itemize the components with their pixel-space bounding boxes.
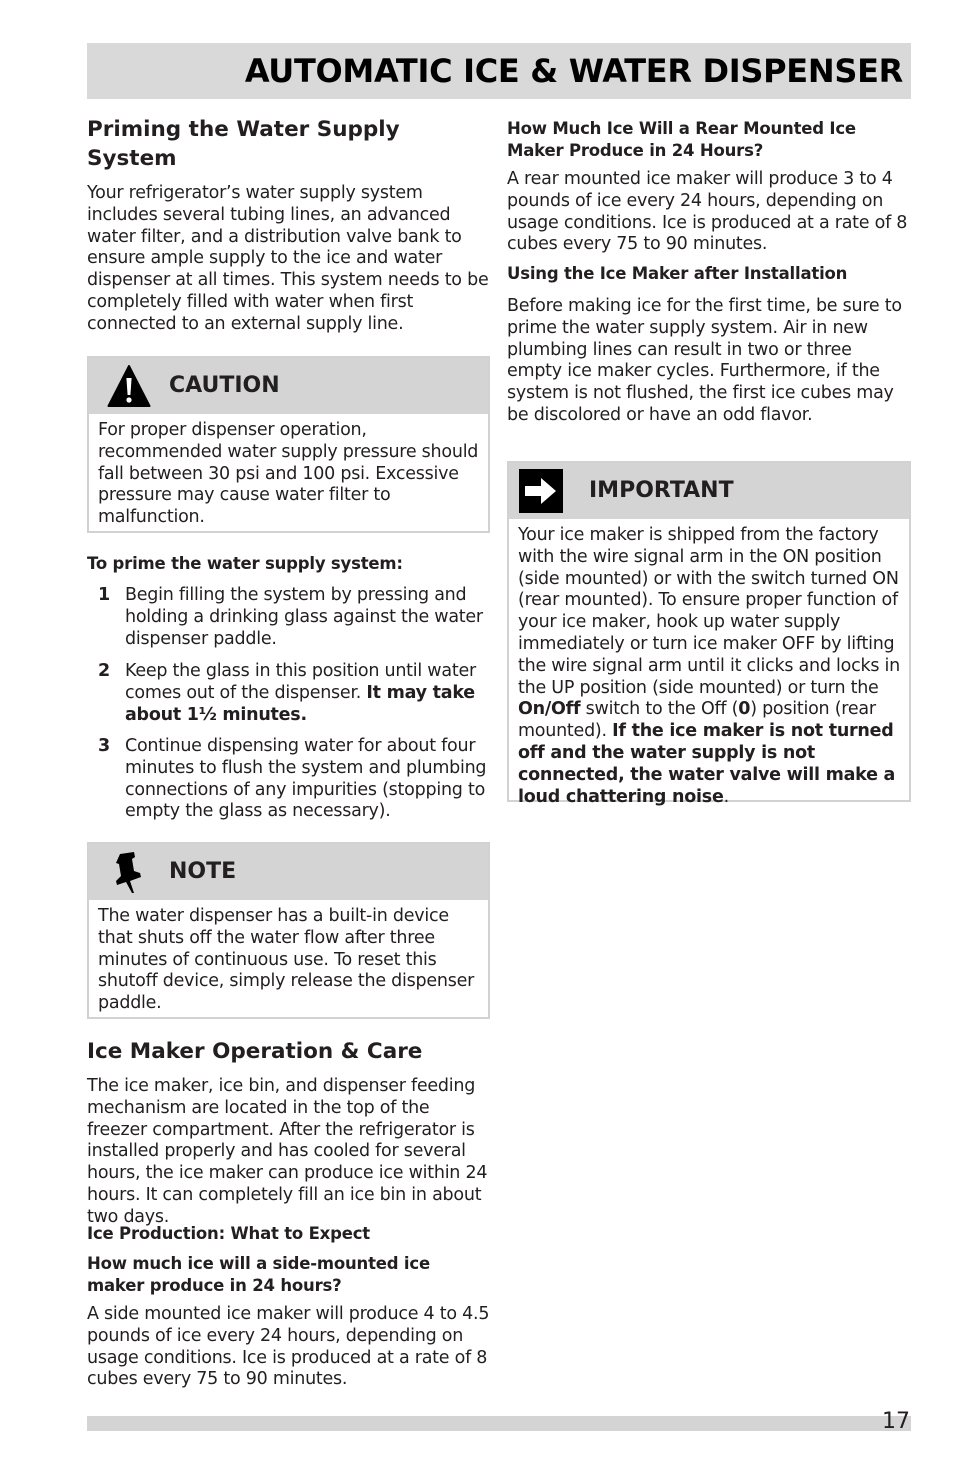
important-text-part: ) position (rear mounted). <box>518 699 876 742</box>
caution-box <box>87 356 490 533</box>
important-text-part: Your ice maker is shipped from the factory with the wire signal arm in the ON position (side mounted) or with the switch turned ON (rear mounted). To ensure proper function of your ice maker, hook up water supply immediately or turn ice maker OFF by lifting the wire signal arm until it clicks and locks in the UP position (side mounted) or turn the <box>518 525 900 698</box>
caution-text: For proper dispenser operation, recommended water supply pressure should fall between 30 psi and 100 psi. Excessive pressure may cause water filter to malfunction. <box>98 420 479 528</box>
footer-bar <box>87 1416 911 1431</box>
ice-maker-body: The ice maker, ice bin, and dispenser feeding mechanism are located in the top of the freezer compartment. After the refrigerator is installed properly and has cooled for several hours, the ice maker can produce ice within 24 hours. It can completely fill an ice bin in about two days. <box>87 1076 488 1227</box>
important-text-part: switch to the Off ( <box>580 699 739 720</box>
ice-maker-heading: Ice Maker Operation & Care <box>87 1039 423 1064</box>
page-number: 17 <box>882 1409 910 1434</box>
important-text-bold: On/Off <box>518 699 581 720</box>
page-title: AUTOMATIC ICE & WATER DISPENSER <box>244 52 903 90</box>
important-label: IMPORTANT <box>589 478 734 503</box>
warning-triangle-icon <box>107 364 151 408</box>
step-text-bold: It may take about 1½ minutes. <box>125 682 475 725</box>
priming-body: Your refrigerator’s water supply system includes several tubing lines, an advanced water filter, and a distribution valve bank to ensure ample supply to the ice and water dispenser at all times. This system needs to be completely filled with water when first connected to an external supply line. <box>87 183 489 334</box>
pushpin-icon <box>107 850 151 894</box>
important-text-bold: 0 <box>738 699 751 720</box>
caution-header <box>89 358 488 414</box>
side-mounted-answer: A side mounted ice maker will produce 4 to 4.5 pounds of ice every 24 hours, depending on usage conditions. Ice is produced at a rate of 8 cubes every 75 to 90 minutes. <box>87 1304 490 1390</box>
ice-production-heading: Ice Production: What to Expect <box>87 1224 370 1243</box>
priming-heading: Priming the Water Supply System <box>87 117 400 171</box>
step-number: 3 <box>98 736 111 756</box>
arrow-right-icon <box>519 469 563 513</box>
step-number: 1 <box>98 585 111 605</box>
title-bar <box>87 43 911 99</box>
side-mounted-question: How much ice will a side-mounted ice maker produce in 24 hours? <box>87 1254 430 1295</box>
note-box <box>87 842 490 1019</box>
install-body: Before making ice for the first time, be sure to prime the water supply system. Air in new plumbing lines can result in two or three empty ice maker cycles. Furthermore, if the system is not flushed, the first ice cubes may be discolored or have an odd flavor. <box>507 296 902 425</box>
important-text-part: . <box>723 786 729 807</box>
steps-heading: To prime the water supply system: <box>87 554 403 573</box>
important-text <box>509 519 909 814</box>
step-text: Begin filling the system by pressing and holding a drinking glass against the water dispenser paddle. <box>125 585 483 649</box>
step-text-plain: Keep the glass in this position until water comes out of the dispenser. <box>125 661 476 703</box>
rear-mounted-question: How Much Ice Will a Rear Mounted Ice Maker Produce in 24 Hours? <box>507 119 856 160</box>
step-3 <box>87 736 490 824</box>
step-number: 2 <box>98 661 111 681</box>
step-text <box>125 661 490 726</box>
rear-mounted-answer: A rear mounted ice maker will produce 3 to 4 pounds of ice every 24 hours, depending on usage conditions. Ice is produced at a rate of 8 cubes every 75 to 90 minutes. <box>507 169 908 255</box>
important-header <box>509 463 909 519</box>
step-2 <box>87 661 490 727</box>
caution-label: CAUTION <box>169 373 280 398</box>
important-warning: If the ice maker is not turned off and the water supply is not connected, the water valve will make a loud chattering noise <box>518 721 896 807</box>
step-1 <box>87 585 490 651</box>
install-heading: Using the Ice Maker after Installation <box>507 264 848 283</box>
note-label: NOTE <box>169 859 237 884</box>
step-text: Continue dispensing water for about four minutes to flush the system and plumbing connections of any impurities (stopping to empty the glass as necessary). <box>125 736 487 822</box>
note-header <box>89 844 488 900</box>
important-box <box>507 461 911 807</box>
note-text: The water dispenser has a built-in device that shuts off the water flow after three minutes of continuous use. To reset this shutoff device, simply release the dispenser paddle. <box>98 906 475 1014</box>
